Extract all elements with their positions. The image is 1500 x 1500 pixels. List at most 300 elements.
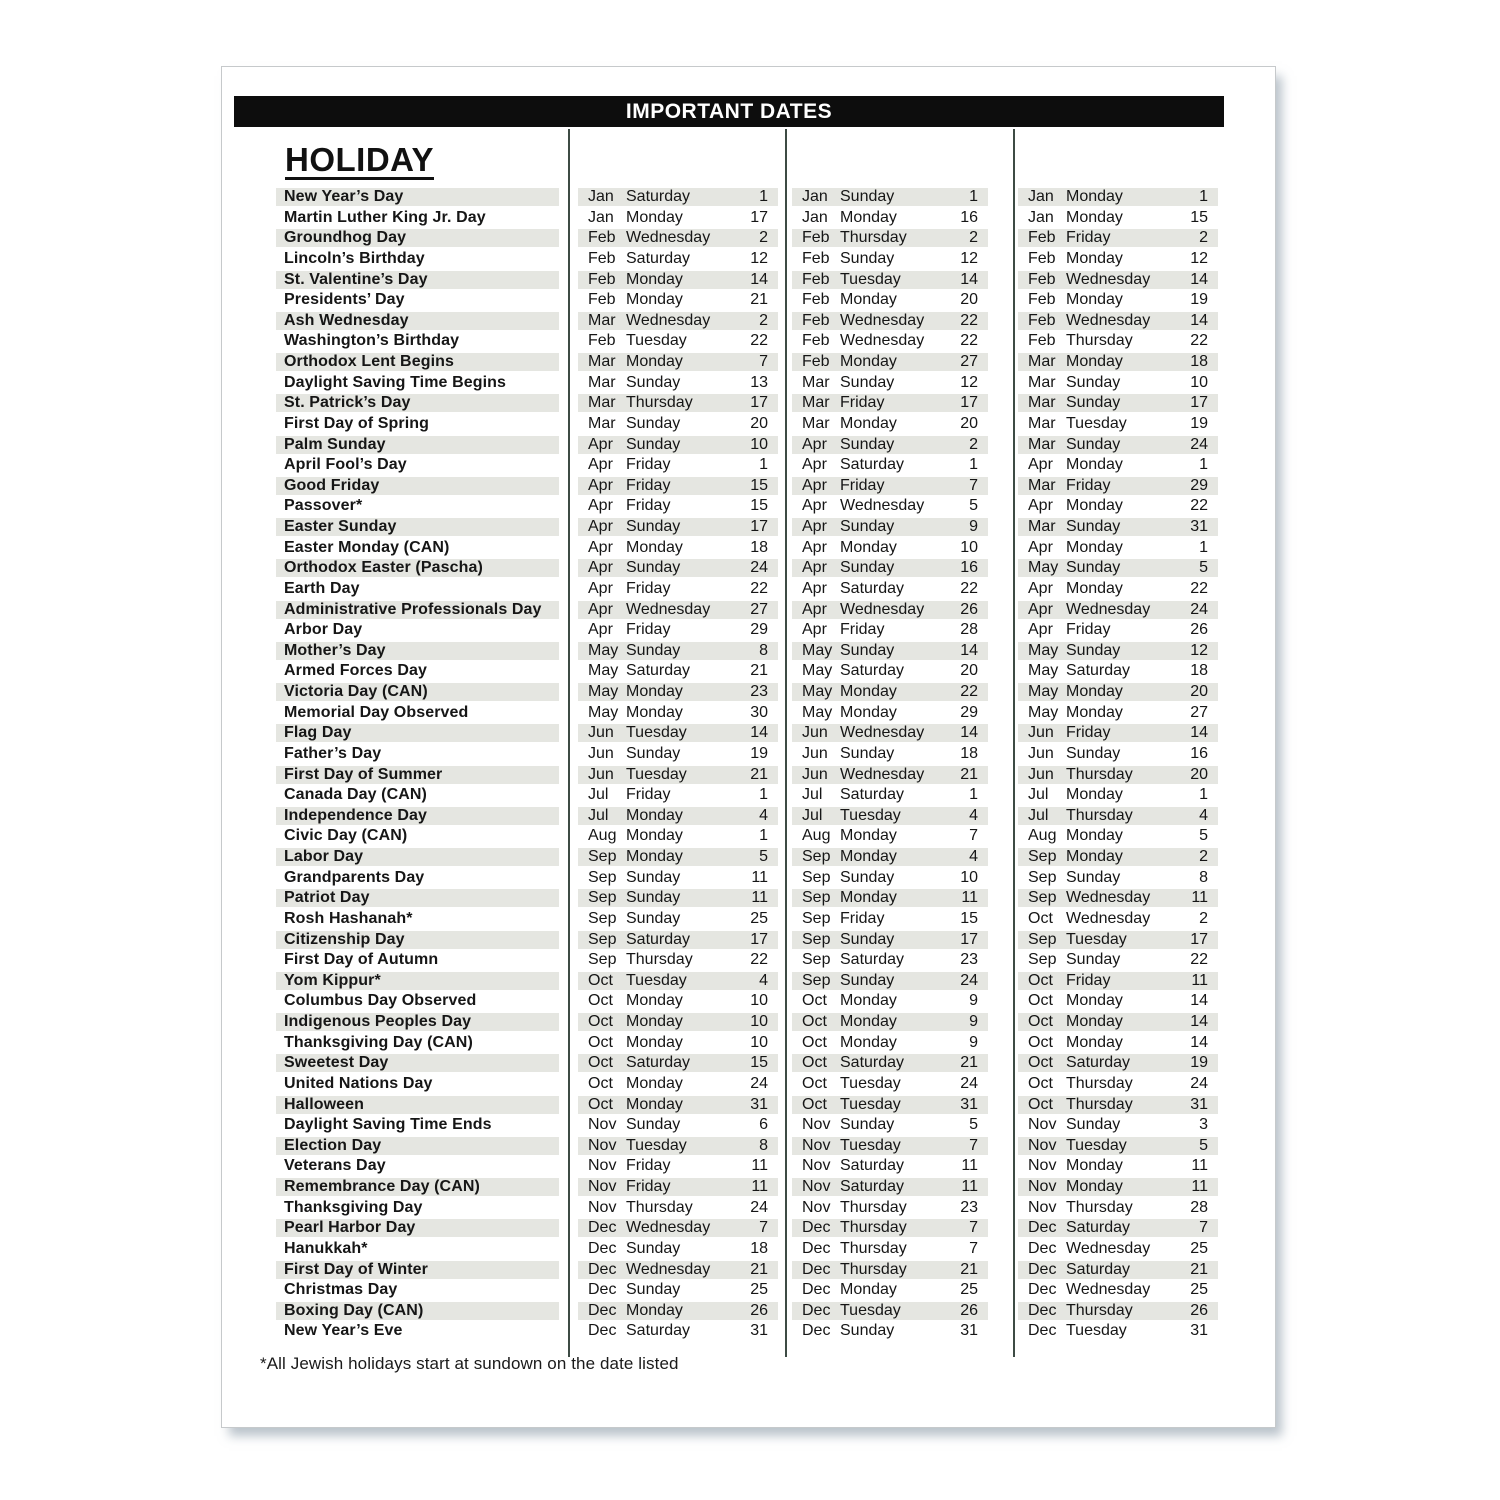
day-number: 3 <box>1199 1116 1208 1134</box>
date-cell-year1 <box>578 683 778 701</box>
month-abbrev: Dec <box>1028 1301 1057 1319</box>
holiday-name: Rosh Hashanah* <box>284 909 413 927</box>
day-number: 17 <box>960 394 978 412</box>
table-row <box>222 373 1275 394</box>
table-row <box>222 1177 1275 1198</box>
month-abbrev: Nov <box>1028 1178 1057 1195</box>
date-cell-year1 <box>578 229 778 247</box>
month-abbrev: Jan <box>802 208 828 226</box>
day-number: 29 <box>750 621 768 639</box>
month-abbrev: Feb <box>802 311 830 329</box>
month-abbrev: Dec <box>802 1281 831 1299</box>
day-number: 22 <box>1190 332 1208 350</box>
weekday-name: Monday <box>840 538 897 556</box>
table-row <box>222 290 1275 311</box>
weekday-name: Saturday <box>1066 1054 1131 1072</box>
holiday-name: Remembrance Day (CAN) <box>276 1178 559 1196</box>
weekday-name: Tuesday <box>1066 930 1127 948</box>
month-abbrev: Jun <box>802 744 828 762</box>
date-cell-year1 <box>578 621 778 639</box>
date-cell-year1 <box>578 931 778 949</box>
table-row <box>222 1280 1275 1301</box>
day-number: 11 <box>961 1157 978 1175</box>
day-number: 25 <box>960 1281 978 1299</box>
date-cell-year1 <box>578 1322 778 1340</box>
month-abbrev: Apr <box>802 435 827 453</box>
date-cell-year1 <box>578 1013 778 1031</box>
day-number: 21 <box>750 662 768 680</box>
weekday-name: Monday <box>1066 827 1123 845</box>
day-number: 20 <box>960 414 978 432</box>
day-number: 11 <box>751 1157 768 1175</box>
date-cell-year2 <box>792 889 988 907</box>
date-cell-year2 <box>792 601 988 619</box>
section-title-holiday: HOLIDAY <box>285 141 434 178</box>
table-row <box>222 765 1275 786</box>
holiday-name: Passover* <box>284 497 363 515</box>
date-cell-year1 <box>578 992 778 1010</box>
date-cell-year1 <box>578 662 778 680</box>
date-cell-year2 <box>792 910 988 928</box>
month-abbrev: Apr <box>1028 497 1053 515</box>
weekday-name: Sunday <box>1066 559 1121 577</box>
table-row <box>222 393 1275 414</box>
month-abbrev: Jun <box>802 765 828 783</box>
holiday-name: Sweetest Day <box>276 1054 559 1072</box>
month-abbrev: Jul <box>588 806 609 824</box>
date-cell-year2 <box>792 1034 988 1052</box>
day-number: 14 <box>1190 1033 1208 1051</box>
important-dates-banner <box>234 96 1224 127</box>
day-number: 11 <box>1191 1157 1208 1175</box>
holiday-name: First Day of Winter <box>276 1261 559 1279</box>
date-cell-year2 <box>792 497 988 515</box>
weekday-name: Monday <box>1066 703 1123 721</box>
day-number: 27 <box>960 353 978 370</box>
month-abbrev: Sep <box>802 971 831 989</box>
weekday-name: Thursday <box>840 229 907 247</box>
weekday-name: Monday <box>840 827 897 845</box>
month-abbrev: Mar <box>1028 476 1056 494</box>
month-abbrev: Feb <box>588 249 616 267</box>
day-number: 2 <box>969 229 978 247</box>
table-row <box>222 414 1275 435</box>
date-cell-year2 <box>792 807 988 825</box>
weekday-name: Monday <box>840 1281 897 1299</box>
table-row <box>222 208 1275 229</box>
month-abbrev: Apr <box>802 600 827 618</box>
month-abbrev: Mar <box>1028 373 1056 391</box>
table-row <box>222 1156 1275 1177</box>
day-number: 19 <box>750 744 768 762</box>
day-number: 9 <box>969 1013 978 1030</box>
table-row <box>222 1301 1275 1322</box>
month-abbrev: Jan <box>588 208 614 226</box>
day-number: 7 <box>1199 1219 1208 1237</box>
month-abbrev: Oct <box>1028 1074 1053 1092</box>
day-number: 1 <box>1199 786 1208 804</box>
day-number: 1 <box>1199 538 1208 556</box>
day-number: 20 <box>1190 683 1208 700</box>
day-number: 5 <box>759 848 768 865</box>
date-cell-year2 <box>792 1054 988 1072</box>
weekday-name: Thursday <box>840 1260 907 1278</box>
table-row <box>222 806 1275 827</box>
day-number: 2 <box>969 435 978 453</box>
weekday-name: Tuesday <box>840 270 901 288</box>
month-abbrev: Sep <box>588 868 617 886</box>
table-row <box>222 703 1275 724</box>
month-abbrev: May <box>1028 662 1059 680</box>
weekday-name: Thursday <box>1066 332 1133 350</box>
day-number: 7 <box>969 827 978 845</box>
day-number: 10 <box>960 538 978 556</box>
month-abbrev: Sep <box>802 951 831 969</box>
table-row <box>222 1136 1275 1157</box>
table-row <box>222 950 1275 971</box>
weekday-name: Thursday <box>840 1219 907 1237</box>
month-abbrev: Sep <box>588 909 617 927</box>
date-cell-year2 <box>792 374 988 392</box>
holiday-name: St. Patrick’s Day <box>276 394 559 412</box>
weekday-name: Monday <box>1066 1033 1123 1051</box>
month-abbrev: Nov <box>1028 1116 1057 1134</box>
date-cell-year3 <box>1018 1116 1218 1134</box>
date-cell-year3 <box>1018 683 1218 701</box>
table-row <box>222 1260 1275 1281</box>
date-cell-year1 <box>578 1240 778 1258</box>
holiday-name: Easter Sunday <box>276 518 559 536</box>
day-number: 1 <box>1199 456 1208 474</box>
weekday-name: Monday <box>840 992 897 1010</box>
table-row <box>222 723 1275 744</box>
day-number: 22 <box>960 332 978 350</box>
weekday-name: Tuesday <box>626 724 687 742</box>
month-abbrev: Nov <box>802 1178 831 1195</box>
holiday-name: Daylight Saving Time Ends <box>284 1116 492 1134</box>
month-abbrev: Oct <box>802 1074 827 1092</box>
weekday-name: Wednesday <box>840 311 925 329</box>
month-abbrev: Mar <box>802 373 830 391</box>
holiday-name: Orthodox Lent Begins <box>276 353 559 371</box>
day-number: 14 <box>750 270 768 288</box>
month-abbrev: Sep <box>588 951 617 969</box>
month-abbrev: Sep <box>588 889 617 907</box>
day-number: 25 <box>1190 1281 1208 1299</box>
date-cell-year1 <box>578 827 778 845</box>
month-abbrev: Dec <box>588 1219 617 1237</box>
weekday-name: Thursday <box>1066 1074 1133 1092</box>
weekday-name: Monday <box>1066 1013 1123 1030</box>
month-abbrev: May <box>1028 703 1059 721</box>
month-abbrev: Mar <box>588 414 616 432</box>
holiday-name: Earth Day <box>284 579 360 597</box>
month-abbrev: Nov <box>802 1136 831 1154</box>
day-number: 9 <box>969 518 978 535</box>
weekday-name: Friday <box>626 786 671 804</box>
weekday-name: Sunday <box>840 930 895 948</box>
day-number: 16 <box>960 208 978 226</box>
date-cell-year3 <box>1018 1302 1218 1320</box>
weekday-name: Saturday <box>840 1054 905 1072</box>
weekday-name: Sunday <box>1066 868 1121 886</box>
holiday-name: Memorial Day Observed <box>284 703 469 721</box>
table-row <box>222 311 1275 332</box>
weekday-name: Saturday <box>840 1157 905 1175</box>
date-cell-year2 <box>792 436 988 454</box>
weekday-name: Wednesday <box>840 724 925 742</box>
day-number: 1 <box>759 188 768 205</box>
month-abbrev: Feb <box>802 332 830 350</box>
date-cell-year3 <box>1018 518 1218 536</box>
day-number: 14 <box>1190 270 1208 288</box>
month-abbrev: Feb <box>588 332 616 350</box>
month-abbrev: Nov <box>802 1198 831 1216</box>
date-cell-year3 <box>1018 394 1218 412</box>
day-number: 14 <box>1190 724 1208 742</box>
month-abbrev: Feb <box>802 353 830 370</box>
holiday-name: Victoria Day (CAN) <box>276 683 559 701</box>
weekday-name: Wednesday <box>626 311 711 329</box>
month-abbrev: Feb <box>1028 332 1056 350</box>
month-abbrev: May <box>1028 683 1059 700</box>
day-number: 31 <box>960 1322 978 1340</box>
date-cell-year3 <box>1018 745 1218 763</box>
day-number: 23 <box>960 951 978 969</box>
month-abbrev: Dec <box>802 1301 831 1319</box>
day-number: 10 <box>750 1013 768 1030</box>
table-row <box>222 228 1275 249</box>
month-abbrev: Oct <box>802 992 827 1010</box>
month-abbrev: Dec <box>802 1260 831 1278</box>
day-number: 21 <box>750 291 768 309</box>
month-abbrev: Feb <box>588 270 616 288</box>
date-cell-year2 <box>792 992 988 1010</box>
day-number: 12 <box>750 249 768 267</box>
date-cell-year2 <box>792 271 988 289</box>
month-abbrev: Dec <box>1028 1239 1057 1257</box>
date-cell-year3 <box>1018 1178 1218 1196</box>
weekday-name: Saturday <box>626 1054 691 1072</box>
weekday-name: Sunday <box>840 188 895 205</box>
day-number: 6 <box>759 1116 768 1134</box>
date-cell-year3 <box>1018 415 1218 433</box>
day-number: 14 <box>1190 992 1208 1010</box>
date-cell-year2 <box>792 559 988 577</box>
table-row <box>222 641 1275 662</box>
table-row <box>222 249 1275 270</box>
day-number: 8 <box>1199 868 1208 886</box>
month-abbrev: Sep <box>588 930 617 948</box>
month-abbrev: Jul <box>1028 786 1049 804</box>
weekday-name: Tuesday <box>626 1136 687 1154</box>
date-cell-year2 <box>792 518 988 536</box>
date-cell-year1 <box>578 539 778 557</box>
date-cell-year2 <box>792 766 988 784</box>
day-number: 21 <box>750 1260 768 1278</box>
date-cell-year3 <box>1018 539 1218 557</box>
weekday-name: Saturday <box>840 786 905 804</box>
table-row <box>222 930 1275 951</box>
day-number: 19 <box>1190 1054 1208 1072</box>
month-abbrev: May <box>588 662 619 680</box>
day-number: 12 <box>1190 641 1208 659</box>
weekday-name: Friday <box>1066 724 1111 742</box>
day-number: 7 <box>969 1239 978 1257</box>
holiday-name: Presidents’ Day <box>284 291 405 309</box>
day-number: 13 <box>750 373 768 391</box>
date-cell-year3 <box>1018 332 1218 350</box>
date-cell-year1 <box>578 477 778 495</box>
date-cell-year1 <box>578 291 778 309</box>
date-cell-year3 <box>1018 374 1218 392</box>
day-number: 18 <box>1190 353 1208 370</box>
date-cell-year3 <box>1018 559 1218 577</box>
table-row <box>222 1198 1275 1219</box>
weekday-name: Tuesday <box>626 332 687 350</box>
date-cell-year3 <box>1018 477 1218 495</box>
month-abbrev: Oct <box>588 992 613 1010</box>
month-abbrev: Apr <box>1028 538 1053 556</box>
date-cell-year2 <box>792 827 988 845</box>
date-cell-year2 <box>792 1219 988 1237</box>
day-number: 22 <box>960 683 978 700</box>
month-abbrev: Apr <box>802 456 827 474</box>
date-cell-year3 <box>1018 662 1218 680</box>
day-number: 4 <box>969 848 978 865</box>
day-number: 1 <box>969 786 978 804</box>
month-abbrev: Feb <box>1028 311 1056 329</box>
table-row <box>222 847 1275 868</box>
month-abbrev: Oct <box>802 1095 827 1113</box>
weekday-name: Monday <box>840 414 897 432</box>
weekday-name: Monday <box>1066 353 1123 370</box>
weekday-name: Wednesday <box>626 1260 711 1278</box>
weekday-name: Tuesday <box>840 1301 901 1319</box>
day-number: 11 <box>751 868 768 886</box>
weekday-name: Sunday <box>840 1322 895 1340</box>
day-number: 25 <box>750 909 768 927</box>
month-abbrev: Oct <box>1028 909 1053 927</box>
weekday-name: Wednesday <box>1066 311 1151 329</box>
month-abbrev: Nov <box>588 1198 617 1216</box>
day-number: 5 <box>1199 1136 1208 1154</box>
date-cell-year2 <box>792 312 988 330</box>
date-cell-year2 <box>792 291 988 309</box>
day-number: 25 <box>750 1281 768 1299</box>
month-abbrev: Sep <box>1028 868 1057 886</box>
month-abbrev: Dec <box>1028 1322 1057 1340</box>
weekday-name: Sunday <box>840 868 895 886</box>
day-number: 24 <box>1190 600 1208 618</box>
weekday-name: Monday <box>1066 1178 1123 1195</box>
date-cell-year1 <box>578 910 778 928</box>
day-number: 17 <box>750 518 768 535</box>
month-abbrev: Nov <box>1028 1157 1057 1175</box>
date-cell-year3 <box>1018 291 1218 309</box>
weekday-name: Sunday <box>626 641 681 659</box>
month-abbrev: Mar <box>588 394 616 412</box>
date-cell-year1 <box>578 1075 778 1093</box>
day-number: 8 <box>759 641 768 659</box>
holiday-name: Easter Monday (CAN) <box>284 538 450 556</box>
day-number: 22 <box>1190 951 1208 969</box>
date-cell-year3 <box>1018 1013 1218 1031</box>
holiday-name: Groundhog Day <box>276 229 559 247</box>
weekday-name: Wednesday <box>840 332 925 350</box>
month-abbrev: May <box>588 703 619 721</box>
weekday-name: Sunday <box>626 744 681 762</box>
weekday-name: Monday <box>840 889 897 907</box>
month-abbrev: Feb <box>1028 249 1056 267</box>
month-abbrev: Jul <box>1028 806 1049 824</box>
month-abbrev: Jun <box>802 724 828 742</box>
date-cell-year3 <box>1018 312 1218 330</box>
calendar-sheet <box>222 67 1275 1427</box>
day-number: 8 <box>759 1136 768 1154</box>
day-number: 30 <box>750 703 768 721</box>
day-number: 7 <box>969 476 978 494</box>
day-number: 17 <box>750 208 768 226</box>
weekday-name: Monday <box>1066 249 1123 267</box>
holiday-name: First Day of Autumn <box>284 951 439 969</box>
date-cell-year3 <box>1018 848 1218 866</box>
holiday-name: Father’s Day <box>284 744 382 762</box>
month-abbrev: Nov <box>802 1157 831 1175</box>
weekday-name: Monday <box>626 353 683 370</box>
table-row <box>222 991 1275 1012</box>
table-row <box>222 517 1275 538</box>
date-cell-year2 <box>792 394 988 412</box>
date-cell-year1 <box>578 972 778 990</box>
date-cell-year1 <box>578 1178 778 1196</box>
day-number: 2 <box>759 311 768 329</box>
day-number: 5 <box>969 1116 978 1134</box>
day-number: 28 <box>960 621 978 639</box>
date-cell-year2 <box>792 1322 988 1340</box>
month-abbrev: Jul <box>802 786 823 804</box>
month-abbrev: Feb <box>588 229 616 247</box>
date-cell-year1 <box>578 642 778 660</box>
weekday-name: Friday <box>840 909 885 927</box>
month-abbrev: May <box>1028 559 1059 577</box>
day-number: 17 <box>1190 930 1208 948</box>
month-abbrev: Apr <box>588 600 613 618</box>
day-number: 24 <box>750 1074 768 1092</box>
day-number: 18 <box>750 1239 768 1257</box>
table-row <box>222 682 1275 703</box>
weekday-name: Sunday <box>1066 951 1121 969</box>
weekday-name: Wednesday <box>626 1219 711 1237</box>
banner-title: IMPORTANT DATES <box>625 100 833 123</box>
weekday-name: Sunday <box>626 518 681 535</box>
holiday-name: Canada Day (CAN) <box>284 786 427 804</box>
weekday-name: Monday <box>840 848 897 865</box>
date-cell-year1 <box>578 456 778 474</box>
weekday-name: Monday <box>626 1074 683 1092</box>
month-abbrev: Mar <box>802 414 830 432</box>
date-cell-year3 <box>1018 580 1218 598</box>
month-abbrev: Apr <box>802 579 827 597</box>
weekday-name: Sunday <box>840 641 895 659</box>
day-number: 25 <box>1190 1239 1208 1257</box>
weekday-name: Sunday <box>626 559 681 577</box>
day-number: 22 <box>960 311 978 329</box>
date-cell-year1 <box>578 271 778 289</box>
day-number: 19 <box>1190 291 1208 309</box>
weekday-name: Sunday <box>626 1239 681 1257</box>
date-cell-year2 <box>792 332 988 350</box>
